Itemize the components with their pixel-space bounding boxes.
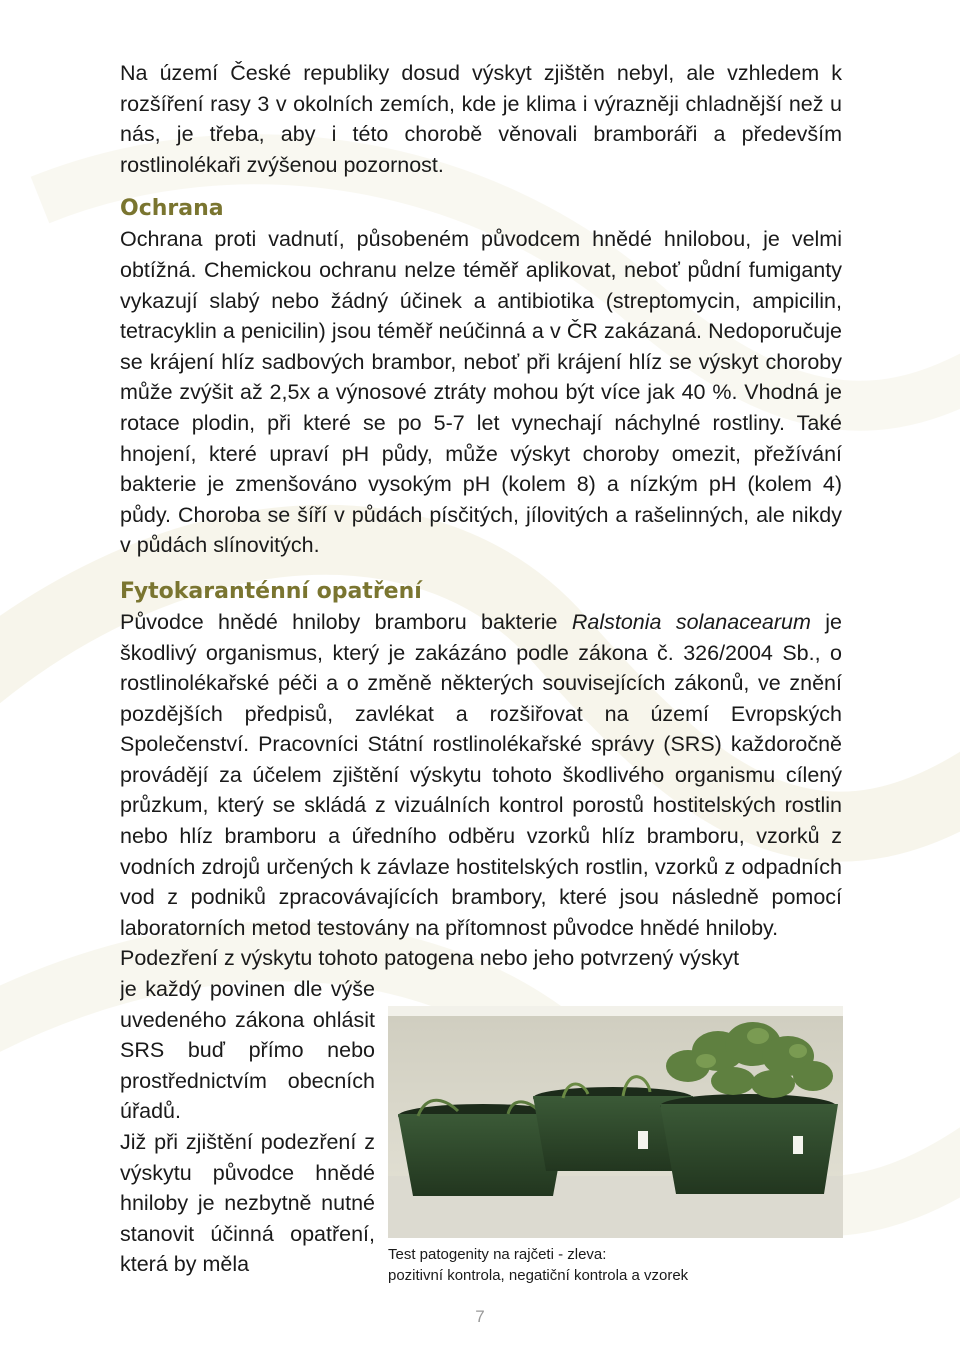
tomato-pots-photo: [388, 1006, 843, 1238]
figure: [388, 1006, 843, 1286]
page-number: 7: [475, 1307, 485, 1326]
fytokarantenni-paragraph: [120, 607, 842, 944]
report-paragraph-first-line: Podezření z výskytu tohoto patogena nebo jeho potvrzený výskyt: [120, 946, 740, 971]
section-heading-ochrana: Ochrana: [120, 196, 224, 222]
caption-line-2: pozitivní kontrola, negatiční kontrola a vzorek: [388, 1267, 689, 1284]
caption-line-1: Test patogenity na rajčeti - zleva:: [388, 1246, 607, 1263]
paragraph-text-rest: je škodlivý organismus, který je zakázáno podle zákona č. 326/2004 Sb., o rostlinolékařské péči a o změně některých souvisejících zákonů, ve znění pozdějších předpisů, zavlékat a rozšiřovat na území Evropských Společenství. Pracovníci Státní rostlinolékařské správy (SRS) každoročně provádějí za účelem zjištění výskytu tohoto škodlivého organismu cílený průzkum, který se skládá z vizuálních kontrol porostů hostitelských rostlin nebo hlíz bramboru a úředního odběru vzorků hlíz bramboru, vzorků z vodních zdrojů určených k závlaze hostitelských rostlin, vzorků z odpadních vod z podniků zpracovávajících brambory, které jsou následně pomocí laboratorních metod testovány na přítomnost původce hnědé hniloby.: [120, 609, 842, 940]
intro-paragraph: Na území České republiky dosud výskyt zjištěn nebyl, ale vzhledem k rozšíření rasy 3 v okolních zemích, kde je klima i výrazněji chladnější než u nás, je třeba, aby i této chorobě věnovali bramboráři a především rostlinolékaři zvýšenou pozornost.: [120, 61, 842, 177]
figure-caption: [388, 1244, 843, 1286]
bacteria-name: Ralstonia solanacearum: [571, 609, 811, 634]
measures-paragraph: Již při zjištění podezření z výskytu původce hnědé hniloby je nezbytně nutné stanovit účinná opatření, která by měla: [120, 1130, 375, 1277]
ochrana-paragraph: Ochrana proti vadnutí, působeném původcem hnědé hnilobou, je velmi obtížná. Chemickou ochranu nelze téměř aplikovat, neboť půdní fumiganty vykazují slabý nebo žádný účinek a antibiotika (streptomycin, ampicilin, tetracyklin a penicilin) jsou téměř neúčinná a v ČR zakázaná. Nedoporučuje se krájení hlíz sadbových brambor, neboť při krájení hlíz se výskyt choroby může zvýšit až 2,5x a výnosové ztráty mohou být více jak 40 %. Vhodná je rotace plodin, při které se po 5-7 let vynechají náchylné rostliny. Také hnojení, které upraví pH půdy, může výskyt choroby omezit, přežívání bakterie je zmenšováno vysokým pH (kolem 8) a nízkým pH (kolem 4) půdy. Choroba se šíří v půdách písčitých, jílovitých a rašelinných, ale nikdy v půdách slínovitých.: [120, 227, 842, 558]
narrow-text-column: [120, 974, 375, 1280]
report-paragraph-rest: je každý povinen dle výše uvedeného zákona ohlásit SRS buď přímo nebo prostřednictvím obecních úřadů.: [120, 977, 375, 1124]
paragraph-text-start: Původce hnědé hniloby bramboru bakterie: [120, 609, 572, 634]
section-heading-fytokarantenni: Fytokaranténní opatření: [120, 578, 422, 604]
